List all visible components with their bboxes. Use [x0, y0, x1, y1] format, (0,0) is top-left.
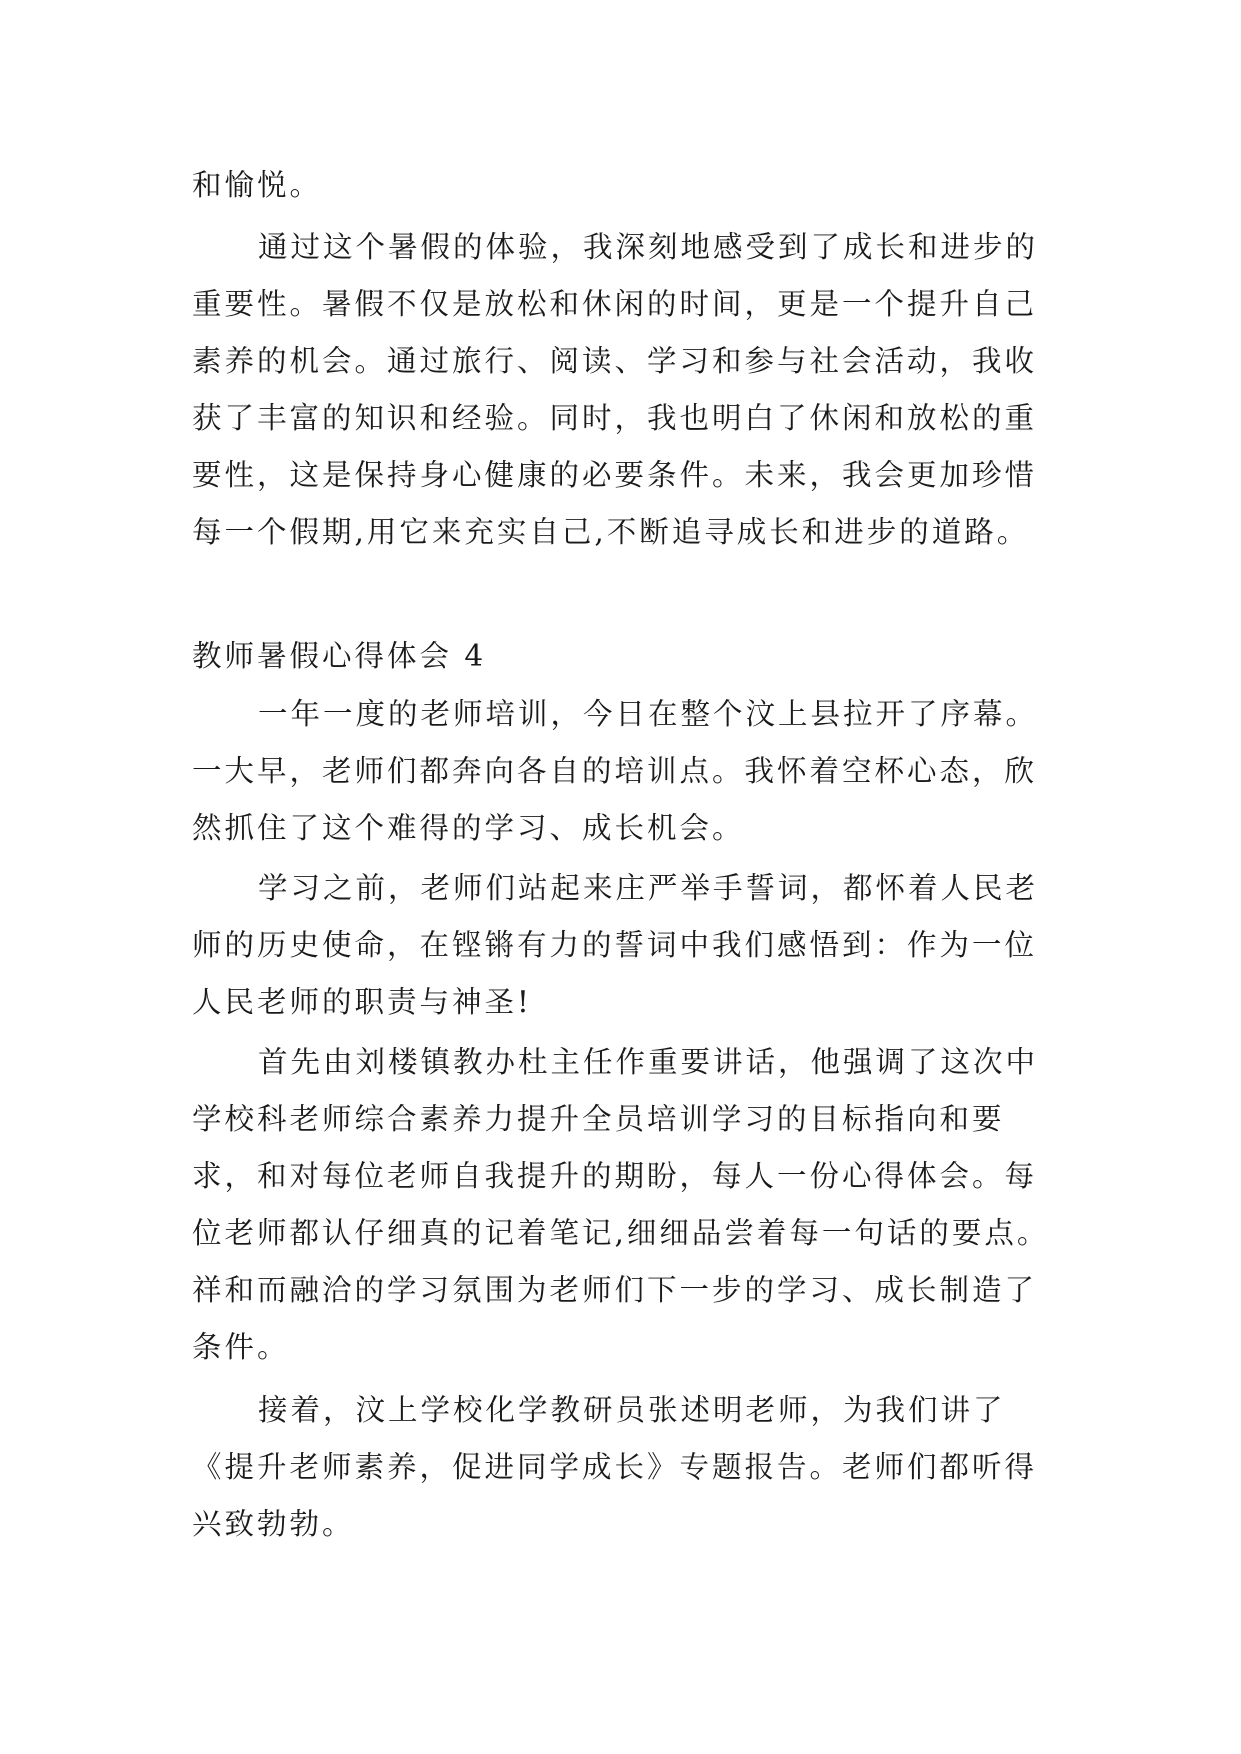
text-line: 素养的机会。通过旅行、阅读、学习和参与社会活动，我收: [192, 344, 1038, 378]
text-line: 学习之前，老师们站起来庄严举手誓词，都怀着人民老: [258, 871, 1039, 905]
text-line: 学校科老师综合素养力提升全员培训学习的目标指向和要: [192, 1102, 1005, 1136]
text-line: 位老师都认仔细真的记着笔记,细细品尝着每一句话的要点。: [192, 1216, 1050, 1250]
text-line: 《提升老师素养，促进同学成长》专题报告。老师们都听得: [192, 1450, 1038, 1484]
text-line: 兴致勃勃。: [192, 1507, 355, 1541]
text-line: 和愉悦。: [192, 168, 323, 202]
text-line: 求，和对每位老师自我提升的期盼，每人一份心得体会。每: [192, 1159, 1038, 1193]
text-line: 师的历史使命，在铿锵有力的誓词中我们感悟到：作为一位: [192, 928, 1038, 962]
text-line: 人民老师的职责与神圣!: [192, 985, 532, 1019]
text-line: 每一个假期,用它来充实自己,不断追寻成长和进步的道路。: [192, 515, 1030, 549]
text-line: 要性，这是保持身心健康的必要条件。未来，我会更加珍惜: [192, 458, 1038, 492]
section-heading: 教师暑假心得体会 4: [192, 639, 487, 673]
text-line: 一大早，老师们都奔向各自的培训点。我怀着空杯心态，欣: [192, 754, 1038, 788]
text-line: 首先由刘楼镇教办杜主任作重要讲话，他强调了这次中: [258, 1045, 1039, 1079]
text-line: 通过这个暑假的体验，我深刻地感受到了成长和进步的: [258, 230, 1039, 264]
text-line: 然抓住了这个难得的学习、成长机会。: [192, 811, 745, 845]
text-line: 接着，汶上学校化学教研员张述明老师，为我们讲了: [258, 1393, 1006, 1427]
text-line: 一年一度的老师培训，今日在整个汶上县拉开了序幕。: [258, 697, 1039, 731]
text-line: 祥和而融洽的学习氛围为老师们下一步的学习、成长制造了: [192, 1273, 1038, 1307]
text-line: 条件。: [192, 1330, 290, 1364]
text-line: 获了丰富的知识和经验。同时，我也明白了休闲和放松的重: [192, 401, 1038, 435]
text-line: 重要性。暑假不仅是放松和休闲的时间，更是一个提升自己: [192, 287, 1038, 321]
